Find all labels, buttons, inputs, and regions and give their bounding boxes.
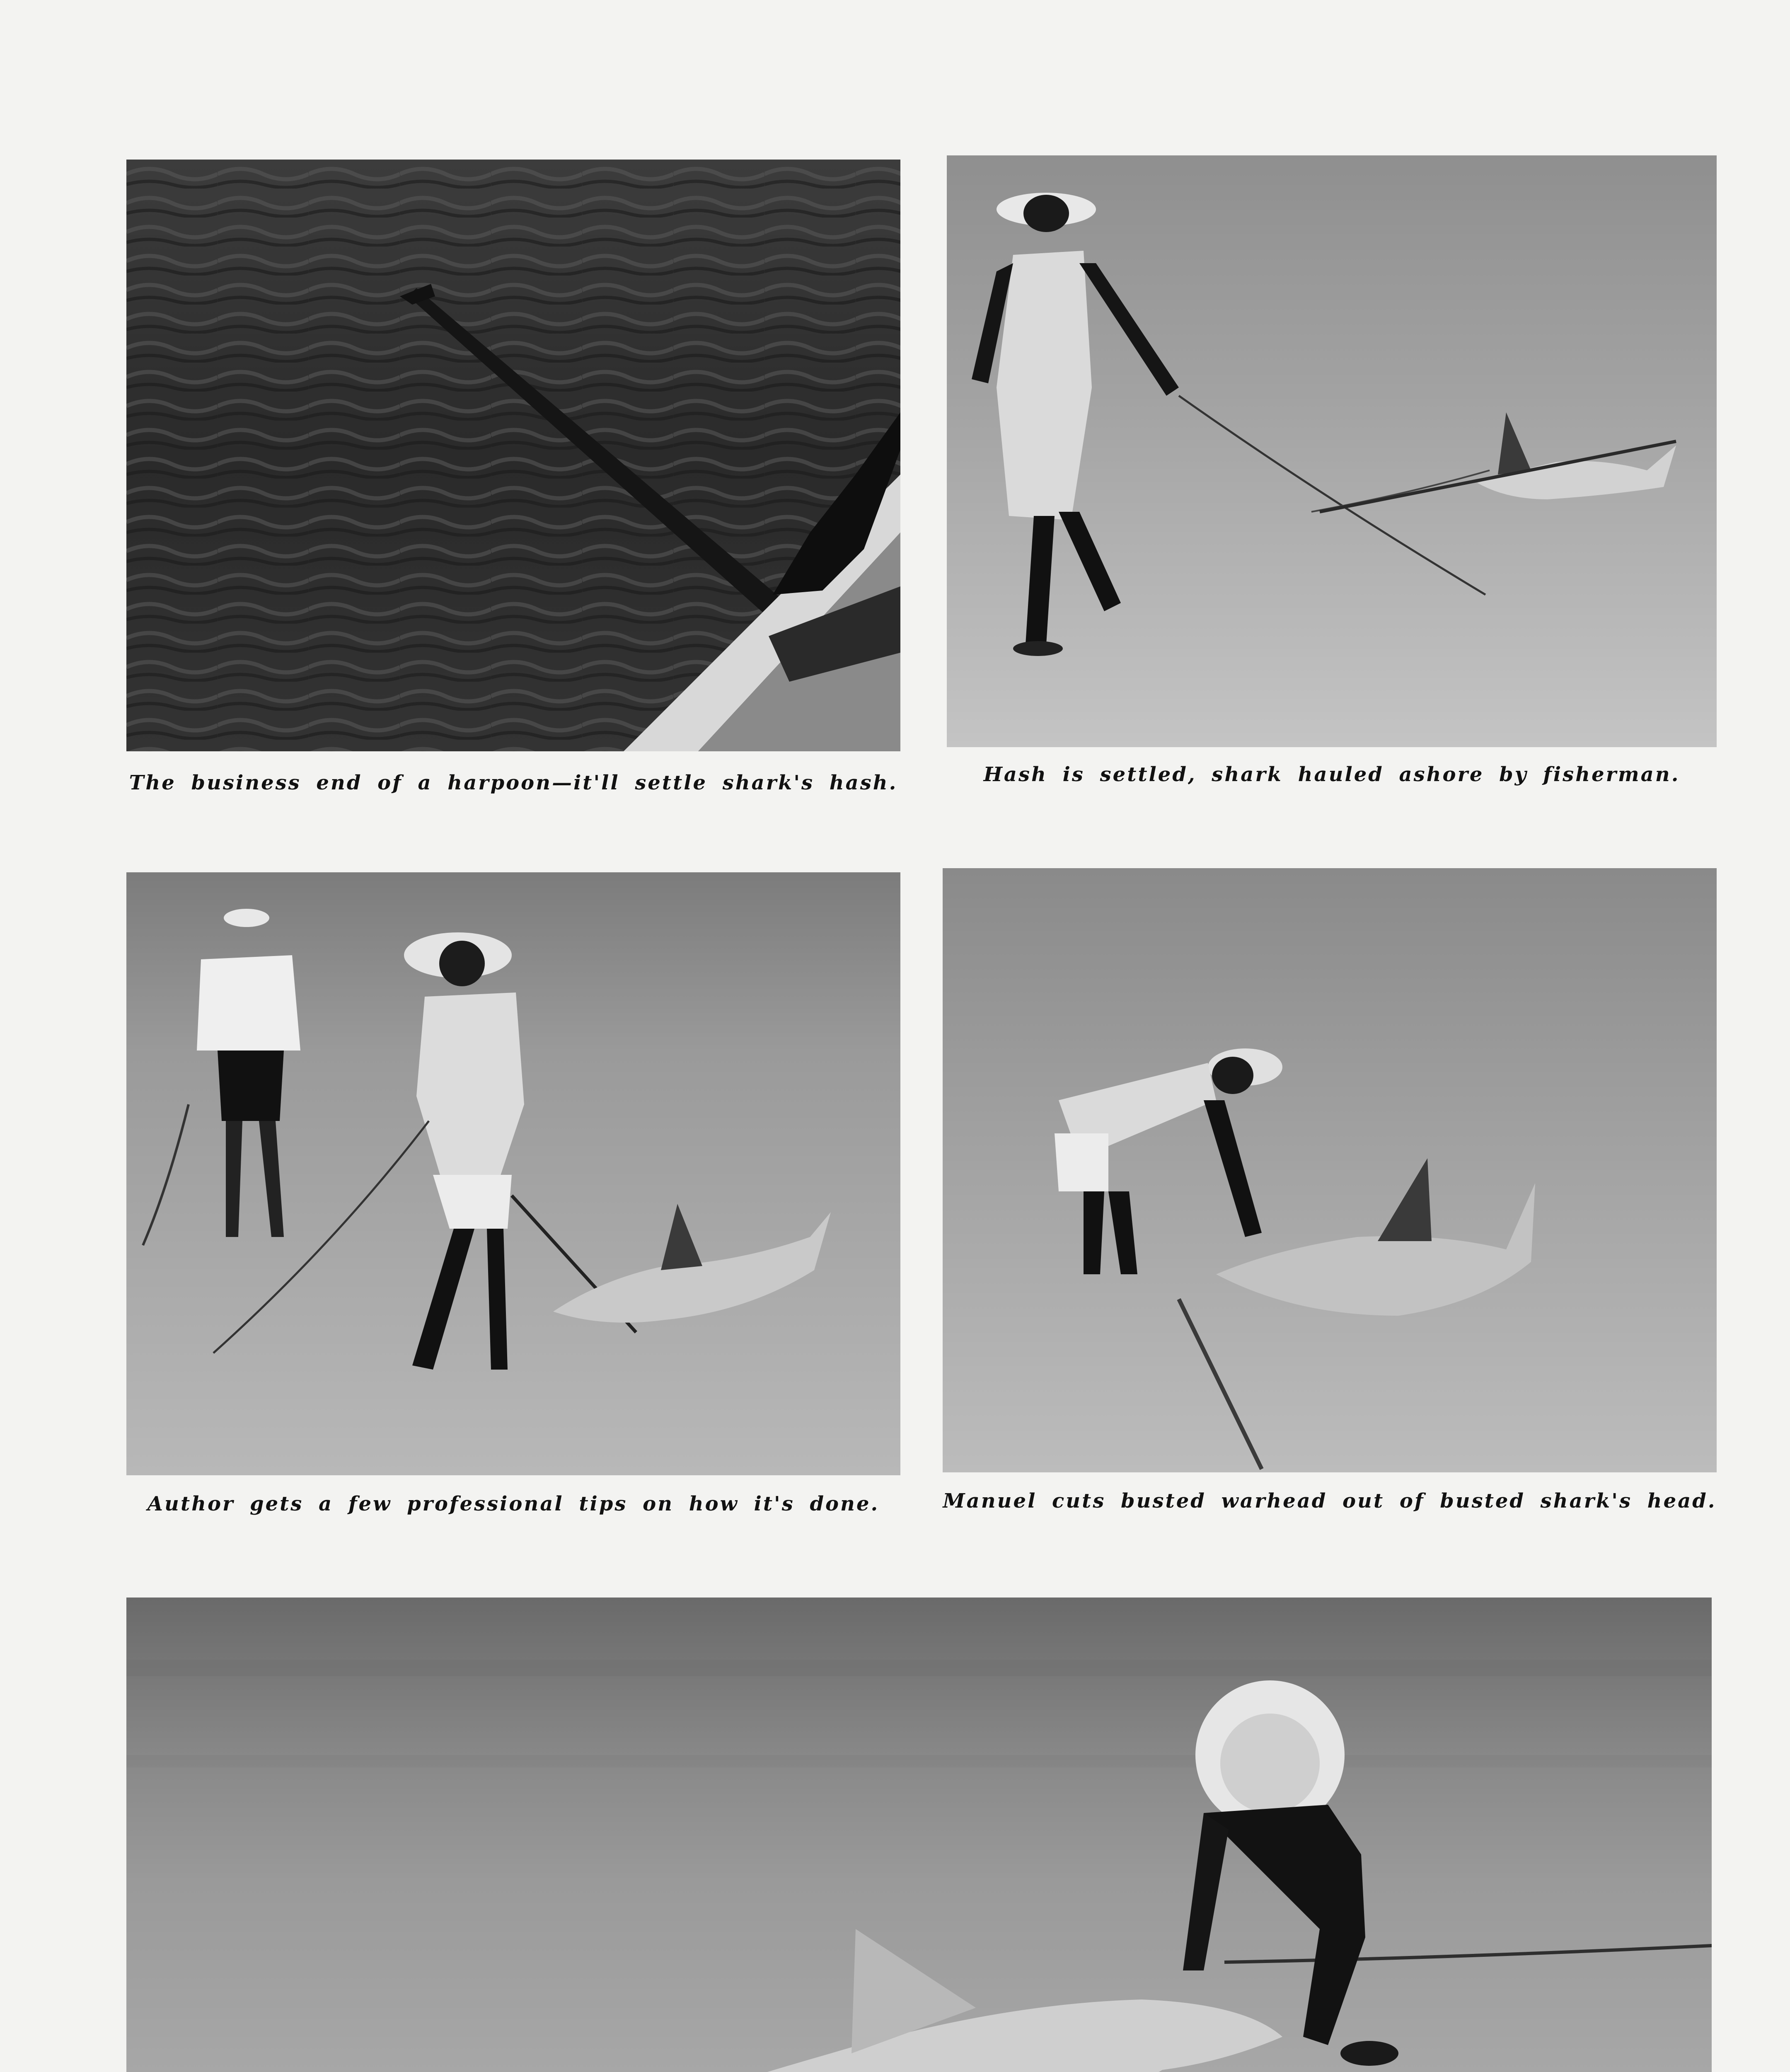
- caption-author-tips: Author gets a few professional tips on how it's done.: [147, 1492, 880, 1515]
- caption-shark-hauled: Hash is settled, shark hauled ashore by fisherman.: [983, 763, 1680, 786]
- caption-harpoon: The business end of a harpoon—it'll settle shark's hash.: [129, 771, 898, 794]
- photo-harpoon: [126, 160, 900, 751]
- caption-manuel-cuts: Manuel cuts busted warhead out of busted shark's head.: [943, 1489, 1717, 1513]
- photo-shark-hauled: [947, 155, 1717, 747]
- photo-manuel-cuts: [943, 868, 1717, 1472]
- photo-author-tips: [126, 872, 900, 1475]
- photo-shark-bite: [126, 1598, 1712, 2072]
